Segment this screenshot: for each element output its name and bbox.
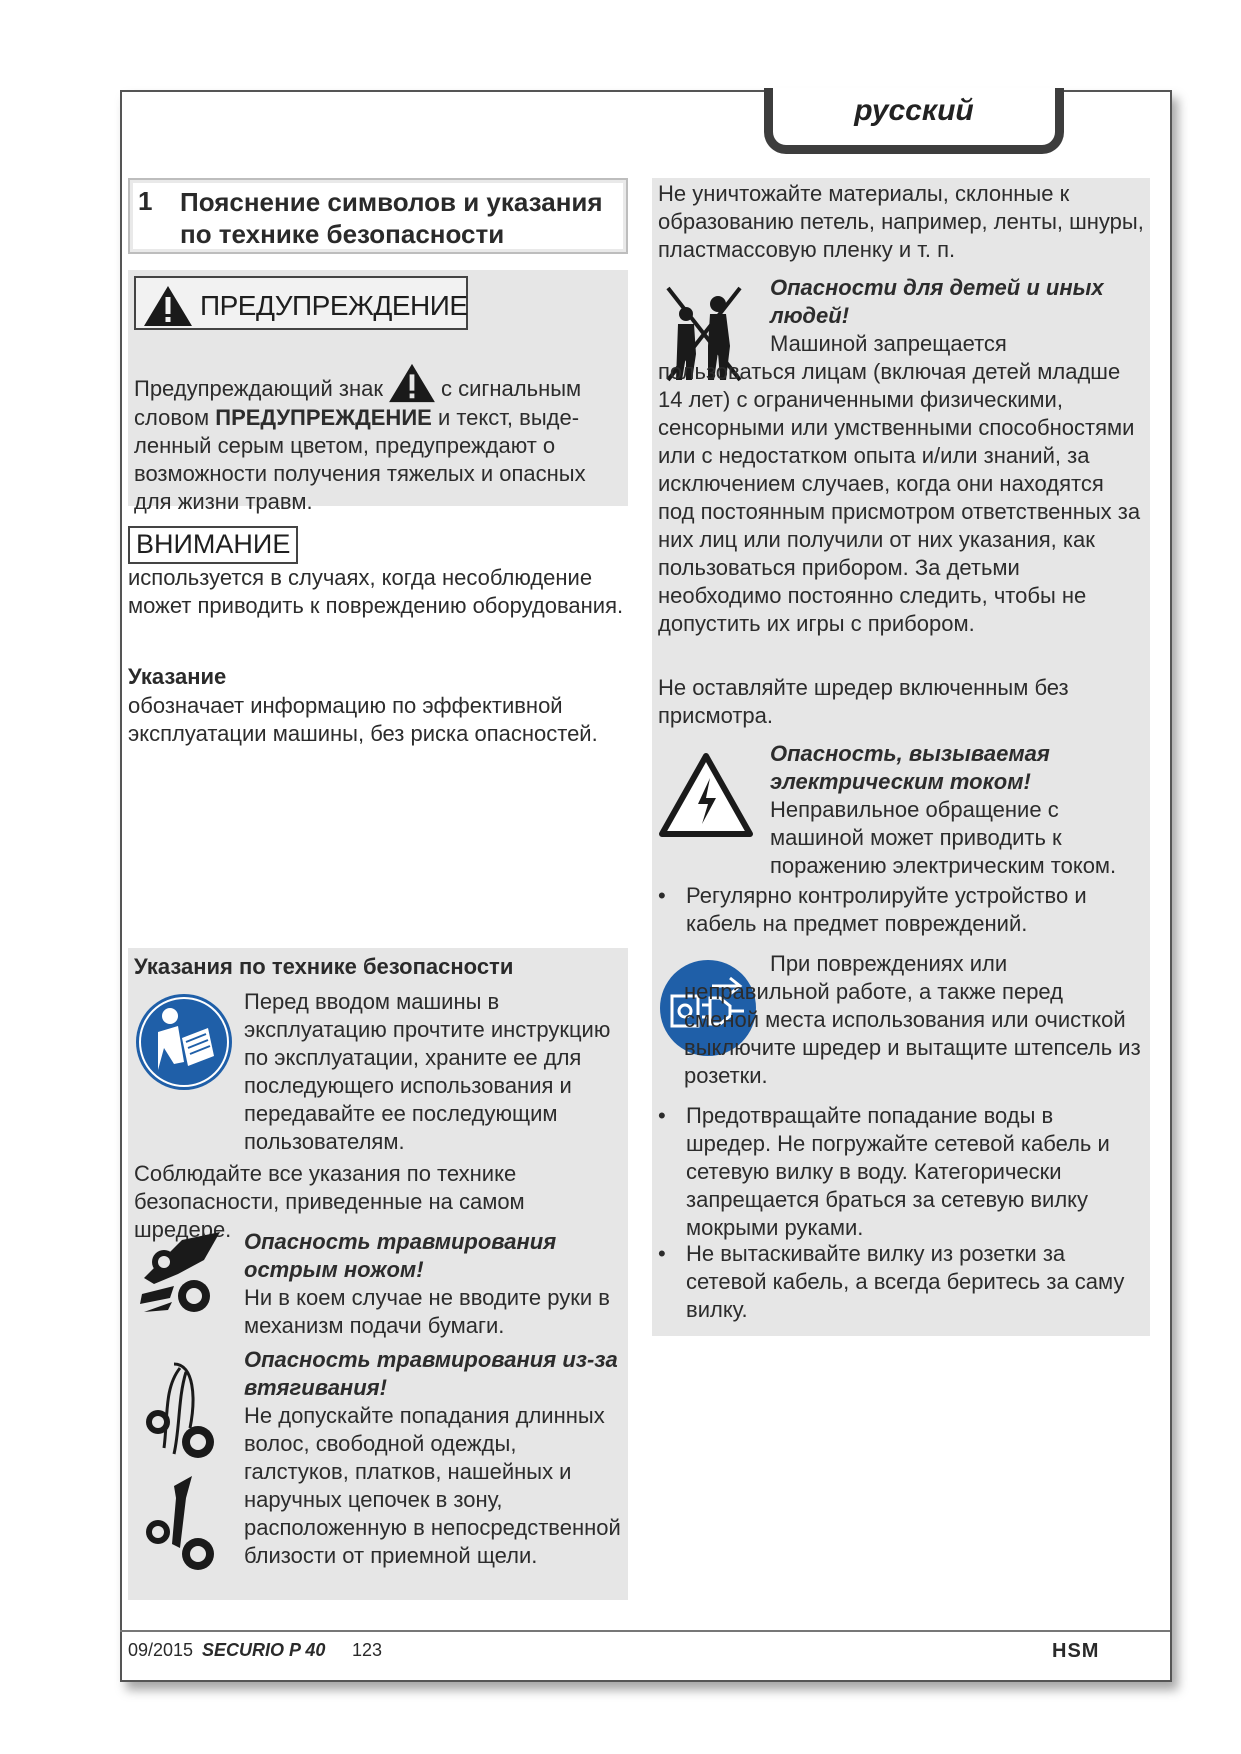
knife-text: Ни в коем случае не вводите руки в механизм подачи бумаги. (244, 1285, 610, 1338)
note-text: обозначает информацию по эффективной эксплуатации машины, без риска опасностей. (128, 693, 598, 746)
unattended-text: Не оставляйте шредер включенным без присмотра. (658, 675, 1069, 728)
section-number: 1 (138, 186, 153, 216)
electric-title: Опасность, вызываемая электрическим током! (770, 741, 1050, 794)
section-heading (128, 178, 628, 254)
observe-text: Соблюдайте все указания по технике безопасности, приведенные на самом шредере. (134, 1161, 525, 1242)
knife-warning (244, 1228, 624, 1340)
electric-shock-icon (658, 752, 754, 838)
entanglement-text: Не допускайте попадания длинных волос, свободной одежды, галстуков, платков, нашейных и наручных цепочек в зону, расположенную в непосредственной близости от приемной щели. (244, 1403, 621, 1568)
footer-brand-logo: HSM (1052, 1640, 1100, 1662)
warning-triangle-inline-icon (387, 362, 437, 404)
section-title: Пояснение символов и указания по технике безопасности (180, 187, 603, 249)
warning-triangle-icon (142, 284, 194, 328)
safety-title: Указания по технике безопасности (134, 954, 514, 979)
footer-page-number: 123 (352, 1640, 383, 1660)
warning-label: ПРЕДУПРЕЖДЕНИЕ (200, 290, 468, 321)
read-manual-icon (134, 992, 234, 1092)
caution-label: ВНИМАНИЕ (128, 526, 298, 564)
children-title: Опасности для детей и иных людей! (770, 275, 1104, 328)
materials-text: Не уничтожайте материалы, склонные к образованию петель, например, ленты, шнуры, пластмассовую пленку и т. п. (658, 181, 1144, 262)
footer-model: SECURIO P 40 (202, 1640, 326, 1660)
warning-label-box (134, 276, 468, 330)
language-label: русский (854, 94, 974, 127)
entanglement-title: Опасность травмирования из-за втягивания! (244, 1347, 618, 1400)
footer-date: 09/2015 (128, 1640, 194, 1660)
children-warning-head (770, 274, 1146, 330)
knife-title: Опасность травмирования острым ножом! (244, 1229, 557, 1282)
warning-box (128, 270, 628, 514)
sharp-knife-hazard-icon (134, 1230, 234, 1330)
right-safety-box: Не уничтожайте материалы, склонные к образованию петель, например, ленты, шнуры, пластмассовую пленку и т. п. Опасности для детей и иных людей! Машиной запрещается пользоваться лицам (включая детей младше 14 лет) с ограниченными физическими, сенсорными или умственными способностями или с недостатком опыта и/или знаний, за исключением случаев, когда они находятся под постоянным присмотром ответственных за них лиц или получили от них указания, как пользоваться прибором. За детьми необходимо постоянно следить, чтобы не допустить их игры с прибором. Не оставляйте шредер включенным без присмотра. Опасность, вызываемая электрическим током! Неправильное обращение с машиной может приводить к поражению электрическим током. • Регулярно контролируйте устройство и кабель на предмет повреждений. При повреждениях или неправильной работе, а также перед сменой места использования или очисткой выключите шредер и вытащите штепсель из розетки. • Предотвращайте попадание воды в шредер. Не погружайте сетевой кабель и сетевую вилку в воду. Категорически запрещается браться за сетевую вилку мокрыми руками. • Не вытаскивайте вилку из розетки за сетевой кабель, а всегда беритесь за саму вилку. (652, 178, 1150, 1336)
entanglement-hazard-icon (134, 1358, 234, 1578)
manual-text: Перед вводом машины в эксплуатацию прочтите инструкцию по эксплуатации, храните ее для последующего использования и передавайте ее последующим пользователям. (244, 989, 611, 1154)
footer-divider (120, 1630, 1170, 1632)
electric-text: Неправильное обращение с машиной может приводить к поражению электрическим током. (770, 797, 1117, 878)
unplug-text: При повреждениях или неправильной работе, а также перед сменой места использования или очисткой выключите шредер и вытащите штепсель из розетки. (684, 951, 1141, 1088)
entanglement-warning (244, 1346, 624, 1570)
electric-warning (770, 740, 1150, 880)
caution-text: используется в случаях, когда несоблюдение может приводить к повреждению оборудования. (128, 565, 624, 618)
language-tab (764, 88, 1064, 154)
children-text: Машиной запрещается пользоваться лицам (включая детей младше 14 лет) с ограниченными физическими, сенсорными или умственными способностями или с недостатком опыта и/или знаний, за исключением случаев, когда они находятся под постоянным присмотром ответственных за них лиц или получили от них указания, как пользоваться прибором. За детьми необходимо постоянно следить, чтобы не допустить их игры с прибором. (658, 331, 1141, 636)
warning-text: Предупреждающий знак с сигнальным словом ПРЕДУПРЕЖДЕНИЕ и текст, выде- ленный серым цветом, предупреждают о возможности получения тяжелых и опасных для жизни травм. (134, 362, 628, 516)
safety-box (128, 948, 628, 1600)
note-title: Указание (128, 664, 227, 689)
